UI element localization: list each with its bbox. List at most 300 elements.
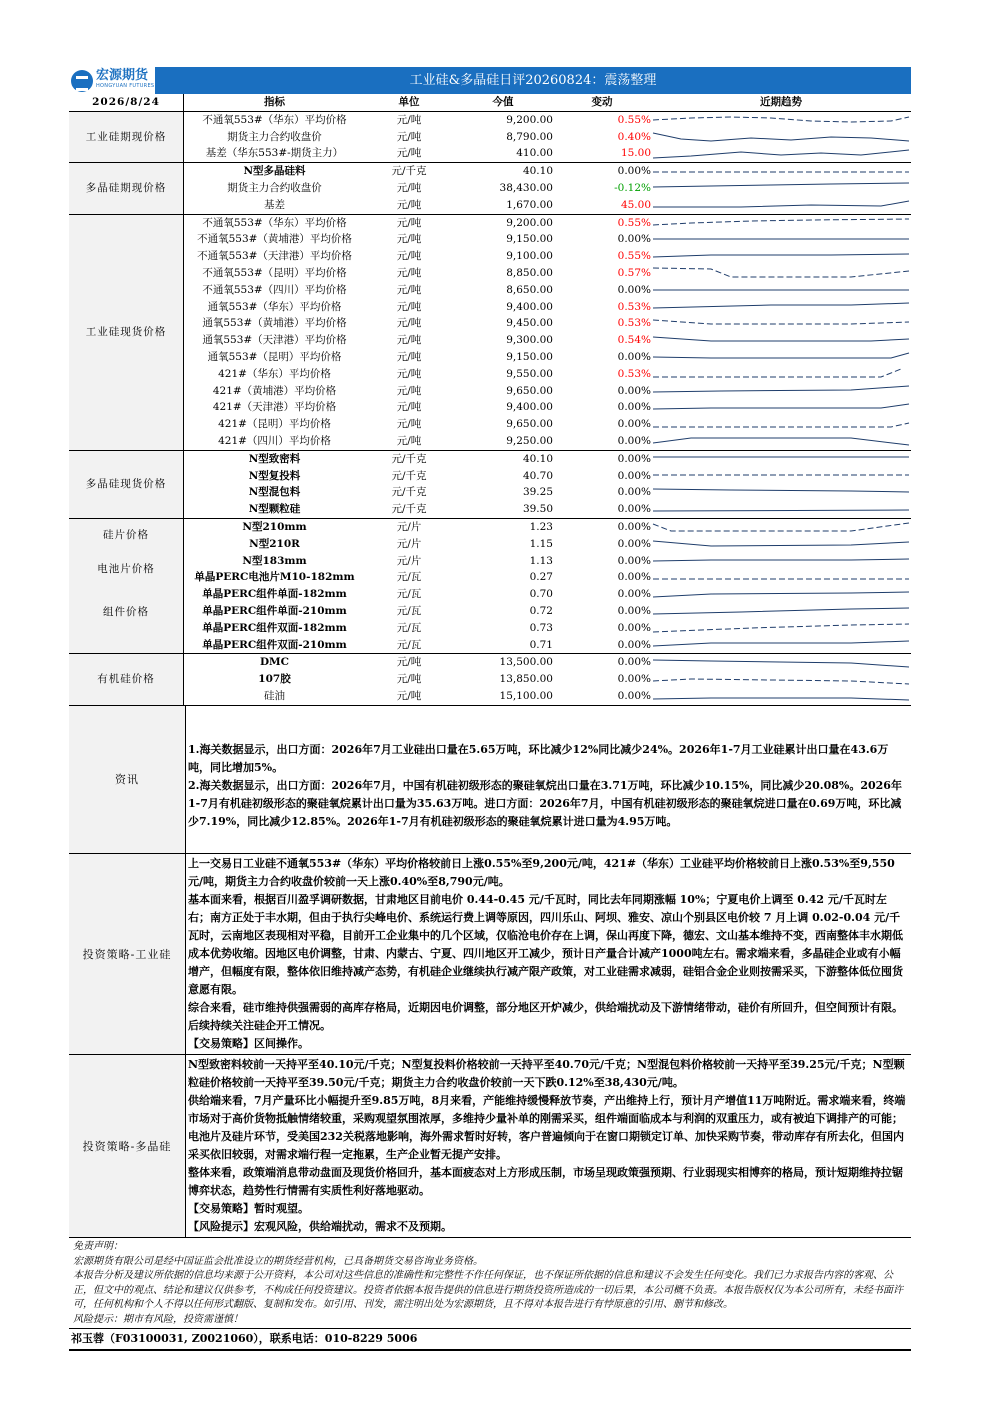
- indicator-name: 不通氧553#（四川）平均价格: [202, 283, 347, 296]
- change-cell: 0.00%: [617, 165, 651, 178]
- sparkline: [651, 620, 911, 636]
- sparkline-path: [653, 679, 909, 684]
- sparkline: [651, 417, 911, 433]
- indicator-name: 不通氧553#（天津港）平均价格: [197, 250, 352, 263]
- category-label: 工业硅期现价格: [69, 111, 184, 162]
- change-cell: 0.55%: [617, 113, 651, 126]
- trend-cell: [651, 231, 911, 248]
- value-cell: 9,100.00: [506, 250, 553, 263]
- table-row: [69, 231, 911, 248]
- value-cell: 0.71: [453, 637, 553, 654]
- sparkline-path: [653, 423, 909, 427]
- table-row: [69, 163, 911, 180]
- trend-cell: [651, 282, 911, 299]
- trend-cell: [651, 145, 911, 162]
- change-cell: 0.00%: [617, 350, 651, 363]
- sparkline-path: [653, 183, 909, 187]
- strategy-poly-paragraph: 【交易策略】暂时观望。: [188, 1202, 309, 1216]
- category-label: 电池片价格: [97, 563, 155, 576]
- sparkline-path: [653, 438, 909, 445]
- strategy-si-label: 投资策略-工业硅: [69, 854, 186, 1055]
- sparkline-path: [653, 608, 909, 614]
- sparkline-path: [653, 541, 909, 546]
- table-row: [69, 536, 911, 553]
- col-change: 变动: [553, 94, 651, 111]
- col-unit: 单位: [365, 94, 453, 111]
- unit-cell: 元/瓦: [396, 604, 422, 617]
- table-row: [69, 416, 911, 433]
- change-cell: 45.00: [553, 197, 651, 214]
- value-cell: 9,150.00: [506, 350, 553, 363]
- col-value: 今值: [453, 94, 553, 111]
- table-row: [69, 553, 911, 570]
- table-row: [69, 637, 911, 654]
- logo-cn-text: 宏源期货: [96, 67, 149, 83]
- value-cell: 9,450.00: [506, 317, 553, 330]
- category-label: 工业硅现货价格: [69, 214, 184, 450]
- trend-cell: [651, 433, 911, 450]
- value-cell: 39.50: [453, 501, 553, 518]
- indicator-name: 基差: [184, 197, 366, 214]
- commentary-table: [69, 706, 911, 1239]
- table-row: [69, 299, 911, 316]
- indicator-name: 421#（昆明）平均价格: [218, 418, 331, 431]
- strategy-poly-row: [69, 1055, 911, 1238]
- strategy-si-paragraph: 【交易策略】区间操作。: [188, 1037, 309, 1051]
- unit-cell: 元/瓦: [396, 621, 422, 634]
- table-row: [69, 484, 911, 501]
- unit-cell: 元/千克: [391, 469, 427, 482]
- change-cell: 0.00%: [553, 433, 651, 450]
- sparkline: [651, 383, 911, 399]
- indicator-name: 通氧553#（天津港）平均价格: [202, 334, 347, 347]
- table-row: [69, 315, 911, 332]
- indicator-name: N型183mm: [242, 554, 307, 567]
- trend-cell: [651, 484, 911, 501]
- table-row: [69, 603, 911, 620]
- value-cell: 410.00: [453, 145, 553, 162]
- sparkline-path: [653, 386, 909, 392]
- sparkline-path: [653, 698, 909, 700]
- unit-cell: 元/千克: [391, 165, 427, 178]
- change-cell: 0.53%: [617, 300, 651, 313]
- table-row: [69, 282, 911, 299]
- sparkline-path: [653, 641, 909, 646]
- trend-cell: [651, 214, 911, 231]
- indicator-name: 421#（黄埔港）平均价格: [212, 384, 337, 397]
- indicator-name: 基差（华东553#-期货主力）: [184, 145, 366, 162]
- table-row: [69, 518, 911, 535]
- sparkline: [651, 433, 911, 449]
- disclaimer-line: 风险提示：期市有风险，投资需谨慎！: [73, 1313, 243, 1325]
- trend-cell: [651, 265, 911, 282]
- table-row: [69, 688, 911, 705]
- sparkline: [651, 333, 911, 349]
- category-cell: [69, 518, 184, 653]
- table-row: [69, 366, 911, 383]
- unit-cell: 元/吨: [396, 250, 422, 263]
- sparkline: [651, 180, 911, 196]
- unit-cell: 元/千克: [365, 501, 453, 518]
- sparkline: [651, 655, 911, 671]
- sparkline: [651, 553, 911, 569]
- change-cell: 0.55%: [617, 250, 651, 263]
- value-cell: 0.73: [529, 621, 553, 634]
- sparkline-path: [653, 201, 909, 207]
- value-cell: 9,650.00: [506, 418, 553, 431]
- sparkline: [651, 282, 911, 298]
- value-cell: 40.10: [522, 165, 553, 178]
- unit-cell: 元/吨: [396, 656, 422, 669]
- indicator-name: 硅油: [184, 688, 366, 705]
- sparkline: [651, 112, 911, 128]
- change-cell: 0.54%: [617, 334, 651, 347]
- change-cell: 0.00%: [553, 688, 651, 705]
- change-cell: 0.00%: [617, 486, 651, 499]
- indicator-name: N型复投料: [248, 469, 301, 482]
- unit-cell: 元/吨: [365, 197, 453, 214]
- unit-cell: 元/千克: [391, 486, 427, 499]
- unit-cell: 元/吨: [396, 317, 422, 330]
- strategy-poly-label: 投资策略-多晶硅: [69, 1055, 186, 1238]
- value-cell: 9,550.00: [506, 367, 553, 380]
- value-cell: 8,650.00: [506, 283, 553, 296]
- indicator-name: N型致密料: [248, 452, 301, 465]
- change-cell: 0.00%: [617, 571, 651, 584]
- trend-cell: [651, 536, 911, 553]
- value-cell: 9,400.00: [506, 401, 553, 414]
- change-cell: 0.57%: [617, 266, 651, 279]
- trend-cell: [651, 468, 911, 485]
- table-row: [69, 145, 911, 162]
- sparkline: [651, 502, 911, 518]
- value-cell: 39.25: [522, 486, 553, 499]
- trend-cell: [651, 129, 911, 146]
- strategy-poly-paragraph: 供给端来看，7月产量环比小幅提升至9.85万吨，8月来看，产能维持缓慢释放节奏，产出维持上行，预计月产增值11万吨附近。需求端来看，终端市场对于高价货物抵触情绪较重，采购观望氛围浓厚，多维持少量补单的刚需采买，组件端面临成本与利润的双重压力，或有被迫下调排产的可能；电池片及硅片环节，受美国232关税落地影响，海外需求暂时好转，客户普遍倾向于在窗口期锁定订单、加快采购节奏，带动库存有所去化，但国内采买依旧较弱，对需求端行程一定拖累，生产企业暂无提产安排。: [188, 1094, 906, 1162]
- indicator-name: 单晶PERC组件单面-210mm: [202, 604, 347, 617]
- value-cell: 13,500.00: [499, 656, 553, 669]
- sparkline-path: [653, 489, 909, 492]
- sparkline: [651, 603, 911, 619]
- value-cell: 1,670.00: [453, 197, 553, 214]
- indicator-name: 不通氧553#（华东）平均价格: [202, 216, 347, 229]
- sparkline-path: [653, 369, 901, 377]
- unit-cell: 元/吨: [396, 113, 422, 126]
- table-row: [69, 569, 911, 586]
- change-cell: 0.55%: [617, 216, 651, 229]
- strategy-poly-paragraph: 【风险提示】宏观风险，供给端扰动，需求不及预期。: [188, 1220, 452, 1234]
- trend-cell: [651, 383, 911, 400]
- report-sheet: [69, 67, 911, 1351]
- table-row: [69, 129, 911, 146]
- table-row: [69, 349, 911, 366]
- logo-en-text: HONGYUAN FUTURES: [96, 82, 155, 89]
- indicator-name: DMC: [259, 656, 290, 669]
- disclaimer-line: 本报告分析及建议所依据的信息均来源于公开资料，本公司对这些信息的准确性和完整性不作任何保证，也不保证所依据的信息和建议不会发生任何变化。我们已力求报告内容的客观、公正，但文中的观点、结论和建议仅供参考，不构成任何投资建议。投资者依据本报告提供的信息进行期货投资所造成的一切后果，本公司概不负责。本报告版权仅为本公司所有，未经书面许可，任何机构和个人不得以任何形式翻版、复制和发布。如引用、刊发，需注明出处为宏源期货，且不得对本报告进行有悖原意的引用、删节和修改。: [73, 1270, 903, 1311]
- trend-cell: [651, 688, 911, 705]
- trend-cell: [651, 366, 911, 383]
- value-cell: 9,150.00: [506, 233, 553, 246]
- unit-cell: 元/吨: [396, 350, 422, 363]
- value-cell: 40.70: [522, 469, 553, 482]
- strategy-si-paragraph: 综合来看，硅市维持供强需弱的高库存格局，近期因电价调整，部分地区开炉减少，供给端扰动及下游情绪带动，硅价有所回升，但空间预计有限。后续持续关注硅企开工情况。: [188, 1001, 903, 1033]
- sparkline-path: [653, 559, 909, 561]
- strategy-poly-paragraph: 整体来看，政策端消息带动盘面及现货价格回升，基本面疲态对上方形成压制，市场呈现政策强预期、行业弱现实相博弈的格局，预计短期维持拉锯博弈状态，趋势性行情需有实质性利好落地驱动。: [188, 1166, 903, 1198]
- sparkline: [651, 349, 911, 365]
- indicator-name: 通氧553#（黄埔港）平均价格: [202, 317, 347, 330]
- news-row: [69, 706, 911, 854]
- trend-cell: [651, 315, 911, 332]
- trend-cell: [651, 197, 911, 214]
- company-logo: [69, 67, 155, 94]
- indicator-name: 单晶PERC组件双面-210mm: [184, 637, 366, 654]
- sparkline-path: [653, 353, 909, 358]
- trend-cell: [651, 569, 911, 586]
- table-row: [69, 399, 911, 416]
- value-cell: 1.23: [529, 520, 553, 533]
- table-row: [69, 468, 911, 485]
- value-cell: 9,200.00: [506, 113, 553, 126]
- category-label: 有机硅价格: [69, 654, 184, 705]
- sparkline: [651, 468, 911, 484]
- indicator-name: 单晶PERC组件双面-182mm: [202, 621, 347, 634]
- trend-cell: [651, 586, 911, 603]
- value-cell: 0.70: [529, 588, 553, 601]
- trend-cell: [651, 603, 911, 620]
- indicator-name: N型颗粒硅: [184, 501, 366, 518]
- indicator-name: 421#（天津港）平均价格: [212, 401, 337, 414]
- sparkline: [651, 299, 911, 315]
- table-row: [69, 111, 911, 128]
- value-cell: 0.72: [529, 604, 553, 617]
- indicator-name: 单晶PERC组件单面-182mm: [202, 588, 347, 601]
- table-row: [69, 248, 911, 265]
- unit-cell: 元/吨: [396, 266, 422, 279]
- indicator-name: N型210R: [249, 537, 300, 550]
- sparkline-path: [653, 320, 909, 324]
- strategy-si-paragraph: 上一交易日工业硅不通氧553#（华东）平均价格较前日上涨0.55%至9,200元/吨，421#（华东）工业硅平均价格较前日上涨0.53%至9,550元/吨，期货主力合约收盘价较前一天上涨0.40%至8,790元/吨。: [188, 857, 895, 889]
- unit-cell: 元/吨: [396, 401, 422, 414]
- category-label: 多晶硅期现价格: [69, 163, 184, 214]
- sparkline-path: [653, 254, 909, 257]
- indicator-name: 107胶: [258, 673, 291, 686]
- trend-cell: [651, 450, 911, 467]
- sparkline: [651, 215, 911, 231]
- value-cell: 1.13: [529, 554, 553, 567]
- sparkline-path: [653, 150, 909, 158]
- sparkline: [651, 400, 911, 416]
- table-row: [69, 654, 911, 671]
- sparkline: [651, 637, 911, 653]
- value-cell: 8,790.00: [506, 130, 553, 143]
- indicator-name: N型混包料: [248, 486, 301, 499]
- change-cell: 15.00: [553, 145, 651, 162]
- indicator-name: 不通氧553#（黄埔港）平均价格: [197, 233, 352, 246]
- sparkline-path: [653, 660, 909, 667]
- strategy-si-row: [69, 854, 911, 1055]
- sparkline: [651, 587, 911, 603]
- trend-cell: [651, 553, 911, 570]
- category-label: 硅片价格: [103, 529, 149, 542]
- sparkline-path: [653, 303, 909, 308]
- disclaimer: [69, 1238, 911, 1329]
- table-row: [69, 433, 911, 450]
- sparkline: [651, 197, 911, 213]
- indicator-name: 421#（四川）平均价格: [184, 433, 366, 450]
- unit-cell: 元/片: [396, 554, 422, 567]
- strategy-si-paragraph: 基本面来看，根据百川盈孚调研数据，甘肃地区目前电价 0.44-0.45 元/千瓦时，同比去年同期涨幅 10%；宁夏电价上调至 0.42 元/千瓦时左右；南方正处于丰水期，但由于执行尖峰电价、系统运行费上调等原因，四川乐山、阿坝、雅安、凉山个别县区电价较 7 月上调 0.02-0.04 元/千瓦时，云南地区表现相对平稳，目前开工企业集中的几个区域，仅临沧电价存在上调，保山再度下降，德宏、文山基本维持不变，西南整体丰水期低成本优势收缩。因地区电价调整，甘肃、内蒙古、宁夏、四川地区开工减少，预计日产量合计减产1000吨左右。需求端来看，多晶硅企业或有小幅增产，但幅度有限，整体依旧维持减产态势，有机硅企业继续执行减产限产政策，对工业硅需求减弱，硅铝合金企业则按需采买，下游整体低位囤货意愿有限。: [188, 893, 903, 997]
- unit-cell: 元/吨: [365, 433, 453, 450]
- news-body: [186, 706, 912, 854]
- category-label: 多晶硅现货价格: [69, 450, 184, 518]
- trend-cell: [651, 299, 911, 316]
- table-row: [69, 383, 911, 400]
- unit-cell: 元/吨: [396, 216, 422, 229]
- unit-cell: 元/片: [396, 520, 422, 533]
- sparkline: [651, 164, 911, 180]
- change-cell: 0.00%: [617, 537, 651, 550]
- indicator-name: N型210mm: [242, 520, 307, 533]
- sparkline-path: [653, 337, 909, 341]
- value-cell: 15,100.00: [453, 688, 553, 705]
- trend-cell: [651, 501, 911, 518]
- sparkline: [651, 671, 911, 687]
- indicator-name: 单晶PERC电池片M10-182mm: [194, 571, 355, 584]
- indicator-name: 421#（华东）平均价格: [218, 367, 331, 380]
- change-cell: 0.00%: [553, 637, 651, 654]
- trend-cell: [651, 671, 911, 688]
- value-cell: 9,650.00: [506, 384, 553, 397]
- unit-cell: 元/瓦: [396, 571, 422, 584]
- report-date: 2026/8/24: [69, 94, 184, 111]
- sparkline: [651, 146, 911, 162]
- analyst-contact: 祁玉蓉（F03100031, Z0021060），联系电话：010-8229 5006: [69, 1329, 911, 1351]
- trend-cell: [651, 111, 911, 128]
- change-cell: 0.00%: [617, 401, 651, 414]
- change-cell: 0.00%: [617, 554, 651, 567]
- news-label: 资讯: [69, 706, 186, 854]
- trend-cell: [651, 518, 911, 535]
- change-cell: 0.00%: [617, 452, 651, 465]
- unit-cell: 元/吨: [396, 181, 422, 194]
- indicator-name: 通氧553#（华东）平均价格: [207, 300, 342, 313]
- sparkline: [651, 316, 911, 332]
- table-row: [69, 620, 911, 637]
- unit-cell: 元/吨: [396, 300, 422, 313]
- unit-cell: 元/吨: [396, 367, 422, 380]
- table-row: [69, 501, 911, 518]
- sparkline-path: [653, 624, 909, 632]
- change-cell: 0.00%: [553, 501, 651, 518]
- table-row: [69, 197, 911, 214]
- col-indicator: 指标: [184, 94, 366, 111]
- table-row: [69, 265, 911, 282]
- unit-cell: 元/吨: [396, 283, 422, 296]
- category-label: 组件价格: [103, 605, 149, 618]
- change-cell: 0.00%: [617, 469, 651, 482]
- sparkline: [651, 688, 911, 704]
- indicator-name: 期货主力合约收盘价: [227, 130, 322, 143]
- unit-cell: 元/瓦: [396, 588, 422, 601]
- value-cell: 1.15: [529, 537, 553, 550]
- unit-cell: 元/瓦: [365, 637, 453, 654]
- logo-icon: [71, 70, 93, 92]
- sparkline-path: [653, 268, 909, 277]
- value-cell: 40.10: [522, 452, 553, 465]
- unit-cell: 元/吨: [396, 130, 422, 143]
- trend-cell: [651, 399, 911, 416]
- trend-cell: [651, 416, 911, 433]
- sparkline: [651, 366, 911, 382]
- trend-cell: [651, 654, 911, 671]
- report-title: 工业硅&多晶硅日评20260824：震荡整理: [155, 67, 911, 94]
- sparkline: [651, 265, 911, 281]
- indicator-name: 不通氧553#（昆明）平均价格: [202, 266, 347, 279]
- sparkline-path: [653, 523, 909, 531]
- indicator-name: 不通氧553#（华东）平均价格: [202, 113, 347, 126]
- change-cell: 0.00%: [617, 604, 651, 617]
- change-cell: 0.00%: [617, 520, 651, 533]
- strategy-poly-body: [186, 1055, 912, 1238]
- sparkline-path: [653, 510, 909, 511]
- trend-cell: [651, 637, 911, 654]
- trend-cell: [651, 163, 911, 180]
- change-cell: 0.00%: [617, 384, 651, 397]
- change-cell: 0.00%: [617, 418, 651, 431]
- table-row: [69, 671, 911, 688]
- value-cell: 9,300.00: [506, 334, 553, 347]
- change-cell: 0.00%: [617, 621, 651, 634]
- sparkline-path: [653, 219, 909, 225]
- sparkline-path: [653, 592, 909, 597]
- value-cell: 8,850.00: [506, 266, 553, 279]
- unit-cell: 元/吨: [396, 334, 422, 347]
- change-cell: 0.00%: [617, 656, 651, 669]
- table-row: [69, 180, 911, 197]
- change-cell: 0.53%: [617, 317, 651, 330]
- unit-cell: 元/吨: [396, 384, 422, 397]
- news-paragraph: 2.海关数据显示，出口方面：2026年7月，中国有机硅初级形态的聚硅氧烷出口量在3.71万吨，环比减少10.15%，同比减少20.08%。2026年1-7月有机硅初级形态的聚硅氧烷累计出口量为35.63万吨。进口方面：2026年7月，中国有机硅初级形态的聚硅氧烷进口量在0.69万吨，环比减少7.19%，同比减少12.85%。2026年1-7月有机硅初级形态的聚硅氧烷累计进口量为4.95万吨。: [188, 778, 902, 828]
- price-table: [69, 94, 911, 706]
- trend-cell: [651, 349, 911, 366]
- unit-cell: 元/吨: [396, 673, 422, 686]
- sparkline: [651, 129, 911, 145]
- sparkline-path: [653, 133, 909, 141]
- strategy-si-body: [186, 854, 912, 1055]
- disclaimer-title: 免责声明：: [73, 1241, 123, 1253]
- sparkline: [651, 451, 911, 467]
- table-row: [69, 450, 911, 467]
- table-header-row: [69, 94, 911, 111]
- change-cell: 0.53%: [617, 367, 651, 380]
- sparkline: [651, 485, 911, 501]
- value-cell: 13,850.00: [499, 673, 553, 686]
- table-row: [69, 332, 911, 349]
- table-row: [69, 586, 911, 603]
- indicator-name: 期货主力合约收盘价: [227, 181, 322, 194]
- value-cell: 9,250.00: [453, 433, 553, 450]
- unit-cell: 元/吨: [396, 418, 422, 431]
- sparkline: [651, 536, 911, 552]
- unit-cell: 元/片: [396, 537, 422, 550]
- sparkline: [651, 570, 911, 586]
- change-cell: 0.00%: [617, 233, 651, 246]
- table-row: [69, 214, 911, 231]
- col-trend: 近期趋势: [651, 94, 911, 111]
- disclaimer-line: 宏源期货有限公司是经中国证监会批准设立的期货经营机构，已具备期货交易咨询业务资格。: [73, 1255, 483, 1267]
- sparkline: [651, 519, 911, 535]
- report-header: [69, 67, 911, 94]
